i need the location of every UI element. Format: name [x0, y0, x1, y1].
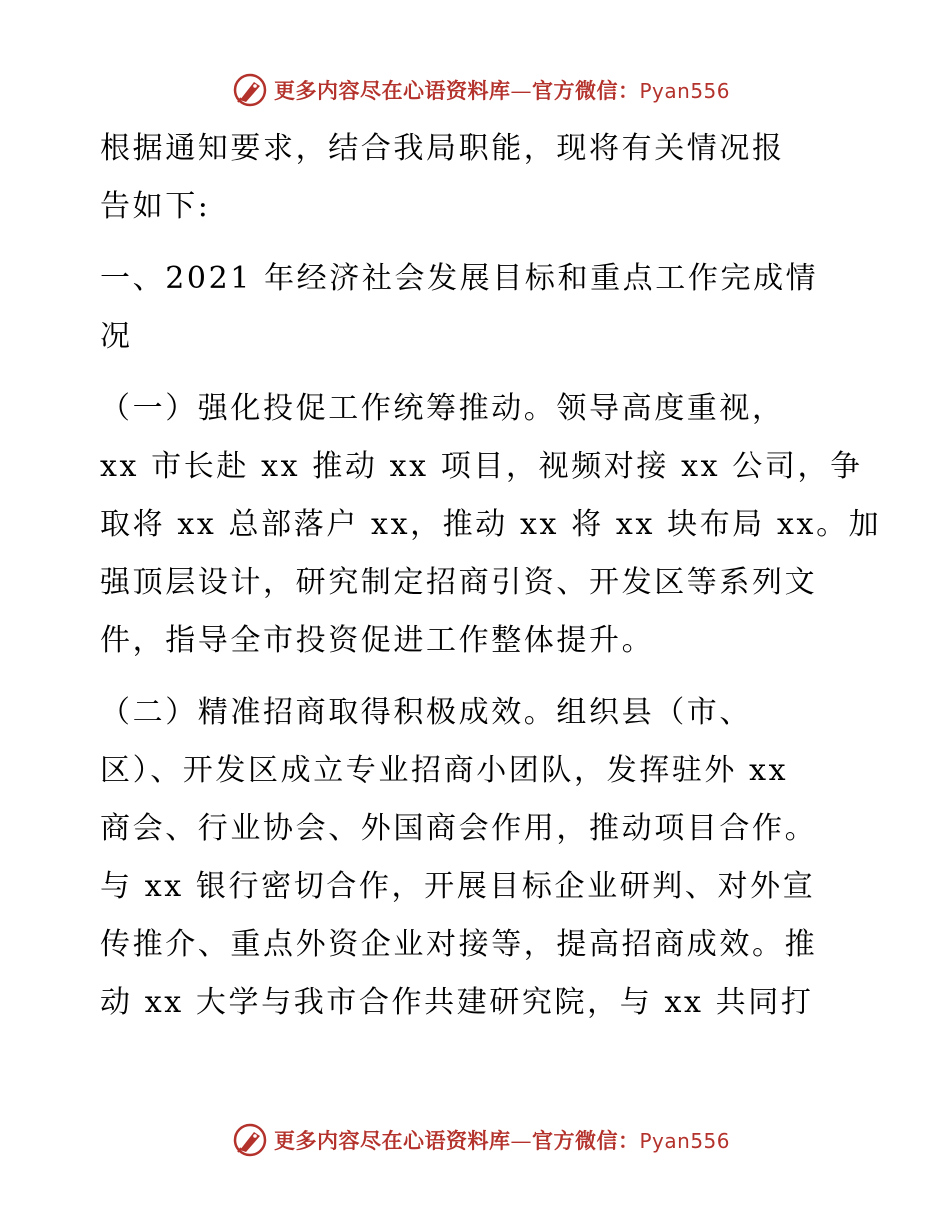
paragraph-two-line: 区）、开发区成立专业招商小团队，发挥驻外 xx	[100, 753, 789, 788]
document-body	[100, 120, 882, 1032]
footer-banner-channel: 官方微信：	[532, 1128, 640, 1153]
footer-banner-text	[274, 1125, 730, 1155]
pen-nib-logo-icon	[232, 1122, 268, 1158]
footer-banner-id: Pyan556	[639, 1129, 731, 1153]
intro-line: 告如下:	[100, 189, 211, 224]
paragraph-two-line: 商会、行业协会、外国商会作用，推动项目合作。	[100, 811, 818, 846]
paragraph-one-line: 取将 xx 总部落户 xx，推动 xx 将 xx 块布局 xx。加	[100, 507, 882, 542]
header-banner-main: 更多内容尽在心语资料库	[274, 78, 511, 103]
footer-banner-main: 更多内容尽在心语资料库	[274, 1128, 511, 1153]
paragraph-two-line: 传推介、重点外资企业对接等，提高招商成效。推	[100, 927, 818, 962]
paragraph-two-line: 与 xx 银行密切合作，开展目标企业研判、对外宣	[100, 869, 816, 904]
header-banner-text	[274, 75, 730, 105]
paragraph-two	[100, 684, 860, 1032]
paragraph-two-line: 动 xx 大学与我市合作共建研究院，与 xx 共同打	[100, 985, 814, 1020]
paragraph-one-line: 强顶层设计，研究制定招商引资、开发区等系列文	[100, 565, 818, 600]
intro-line: 根据通知要求，结合我局职能，现将有关情况报	[100, 131, 785, 166]
section-heading-line: 况	[100, 319, 133, 354]
paragraph-one-line: xx 市长赴 xx 推动 xx 项目，视频对接 xx 公司，争	[100, 449, 863, 484]
footer-banner	[232, 1120, 792, 1160]
header-banner-channel: 官方微信：	[532, 78, 640, 103]
header-banner-dash: —	[510, 79, 532, 103]
paragraph-one	[100, 380, 882, 670]
pen-nib-logo-icon	[232, 72, 268, 108]
paragraph-one-line: 件，指导全市投资促进工作整体提升。	[100, 623, 655, 658]
section-heading	[100, 250, 860, 366]
header-banner	[232, 70, 792, 110]
paragraph-two-line: （二）精准招商取得积极成效。组织县（市、	[100, 695, 752, 730]
section-heading-line: 一、2021 年经济社会发展目标和重点工作完成情	[100, 261, 819, 296]
intro-paragraph	[100, 120, 860, 236]
paragraph-one-line: （一）强化投促工作统筹推动。领导高度重视，	[100, 391, 785, 426]
footer-banner-dash: —	[510, 1129, 532, 1153]
header-banner-id: Pyan556	[639, 79, 731, 103]
